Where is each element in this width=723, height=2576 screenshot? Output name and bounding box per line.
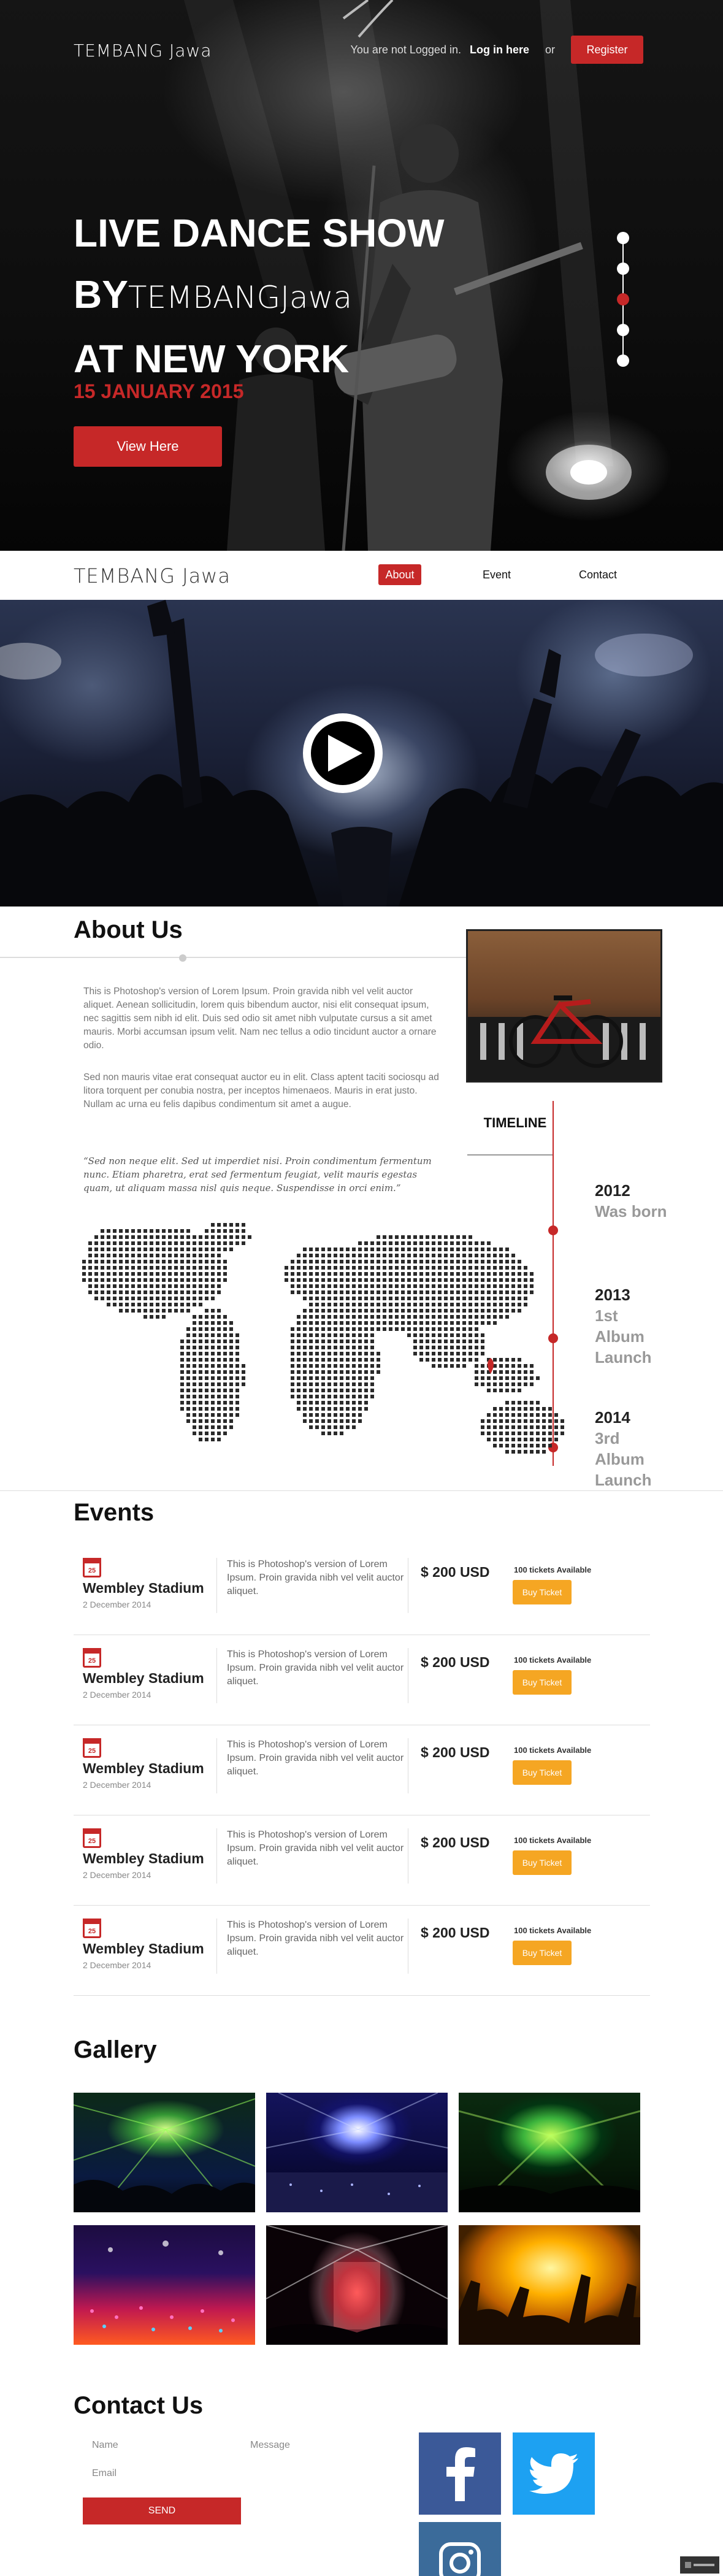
- facebook-icon: [442, 2446, 478, 2501]
- timeline-event: 1st Album Launch: [595, 1306, 652, 1367]
- view-here-button[interactable]: View Here: [74, 426, 222, 467]
- calendar-day: 25: [88, 1657, 96, 1665]
- auth-bar: [350, 36, 643, 64]
- gallery-title: Gallery: [74, 2036, 157, 2063]
- email-field[interactable]: Email: [92, 2468, 117, 2478]
- logo-main: TEMBANG: [74, 40, 164, 61]
- gallery-image-green-stage[interactable]: [459, 2093, 640, 2212]
- about-title: About Us: [74, 916, 183, 943]
- slider-dot-3[interactable]: [617, 293, 629, 305]
- tickets-available: 100 tickets Available: [514, 1655, 592, 1665]
- gallery-image-green-laser[interactable]: [74, 2093, 255, 2212]
- event-date: 2 December 2014: [83, 1960, 151, 1970]
- message-field[interactable]: Message: [250, 2440, 290, 2450]
- about-divider-dot: [179, 954, 186, 962]
- timeline-entry-2012: [595, 1180, 668, 1222]
- twitter-icon: [529, 2453, 578, 2494]
- site-watermark: [680, 2556, 719, 2574]
- buy-ticket-button[interactable]: Buy Ticket: [513, 1941, 572, 1965]
- event-description: This is Photoshop's version of Lorem Ipsum. Proin gravida nibh vel velit auctor aliquet.: [227, 1559, 404, 1597]
- tickets-available: 100 tickets Available: [514, 1565, 592, 1574]
- event-venue: Wembley Stadium: [83, 1850, 204, 1866]
- bicycle-photo: [466, 929, 662, 1083]
- name-field[interactable]: Name: [92, 2440, 118, 2450]
- event-description: This is Photoshop's version of Lorem Ipsum. Proin gravida nibh vel velit auctor aliquet.: [227, 1830, 404, 1867]
- calendar-icon: [83, 1919, 101, 1938]
- timeline-year: 2012: [595, 1181, 630, 1200]
- calendar-icon: [83, 1738, 101, 1758]
- watermark-logo-icon: [684, 2560, 716, 2570]
- login-link[interactable]: Log in here: [469, 43, 529, 56]
- hero-section: [0, 0, 723, 551]
- gallery-image-colorful-crowd[interactable]: [74, 2225, 255, 2345]
- event-price: $ 200 USD: [421, 1834, 490, 1850]
- event-date: 2 December 2014: [83, 1870, 151, 1880]
- event-price: $ 200 USD: [421, 1744, 490, 1760]
- play-icon: [328, 735, 362, 772]
- timeline-underline: [467, 1154, 553, 1156]
- site-logo[interactable]: [74, 40, 212, 61]
- not-logged-in-text: You are not Logged in.: [350, 43, 461, 56]
- tickets-available: 100 tickets Available: [514, 1836, 592, 1845]
- event-description: This is Photoshop's version of Lorem Ipsum. Proin gravida nibh vel velit auctor aliquet.: [227, 1920, 404, 1957]
- buy-ticket-button[interactable]: Buy Ticket: [513, 1580, 572, 1604]
- event-divider: [216, 1558, 217, 1613]
- navbar-logo[interactable]: [74, 564, 231, 588]
- tickets-available: 100 tickets Available: [514, 1746, 592, 1755]
- timeline-event: Was born: [595, 1202, 667, 1221]
- calendar-day: 25: [88, 1928, 96, 1935]
- event-venue: Wembley Stadium: [83, 1670, 204, 1686]
- calendar-day: 25: [88, 1747, 96, 1755]
- event-row: [74, 1636, 650, 1725]
- slider-dot-2[interactable]: [617, 263, 629, 275]
- timeline-title: TIMELINE: [483, 1115, 547, 1130]
- event-price: $ 200 USD: [421, 1564, 490, 1580]
- event-row: [74, 1816, 650, 1906]
- gallery-image-red-stage[interactable]: [266, 2225, 448, 2345]
- logo-main: TEMBANG: [74, 564, 175, 588]
- or-text: or: [545, 43, 555, 56]
- hero-line-3: AT NEW YORK: [74, 337, 350, 381]
- nav-contact[interactable]: Contact: [578, 568, 618, 581]
- buy-ticket-button[interactable]: Buy Ticket: [513, 1760, 572, 1785]
- gallery-image-yellow-concert[interactable]: [459, 2225, 640, 2345]
- event-divider: [216, 1828, 217, 1884]
- event-venue: Wembley Stadium: [83, 1941, 204, 1957]
- hero-date: 15 JANUARY 2015: [74, 380, 244, 402]
- play-video-button[interactable]: [303, 713, 383, 793]
- event-date: 2 December 2014: [83, 1690, 151, 1700]
- instagram-button[interactable]: [419, 2522, 501, 2576]
- nav-event[interactable]: Event: [482, 568, 511, 581]
- gallery-image-blue-stage[interactable]: [266, 2093, 448, 2212]
- about-paragraph-2: Sed non mauris vitae erat consequat auctor eu in elit. Class aptent taciti sociosqu ad litora torquent per conubia nostra, per inceptos himenaeos. Mauris in erat justo. Nullam ac urna eu felis dapibus condimentum sit amet a augue.: [83, 1072, 439, 1110]
- timeline-year: 2013: [595, 1286, 630, 1304]
- event-row: [74, 1546, 650, 1635]
- event-venue: Wembley Stadium: [83, 1580, 204, 1596]
- logo-sub: Jawa: [169, 40, 212, 61]
- slider-pagination: [617, 232, 629, 367]
- calendar-day: 25: [88, 1567, 96, 1574]
- hero-brand: TEMBANGJawa: [128, 280, 353, 315]
- register-button[interactable]: Register: [571, 36, 643, 64]
- buy-ticket-button[interactable]: Buy Ticket: [513, 1850, 572, 1875]
- twitter-button[interactable]: [513, 2432, 595, 2515]
- event-description: This is Photoshop's version of Lorem Ipsum. Proin gravida nibh vel velit auctor aliquet.: [227, 1649, 404, 1687]
- logo-sub: Jawa: [182, 564, 231, 588]
- about-divider: [0, 957, 466, 958]
- play-button-inner: [311, 721, 375, 785]
- event-row: [74, 1726, 650, 1815]
- event-divider: [216, 1648, 217, 1703]
- facebook-button[interactable]: [419, 2432, 501, 2515]
- instagram-icon: [438, 2542, 481, 2576]
- events-title: Events: [74, 1499, 155, 1526]
- calendar-icon: [83, 1648, 101, 1668]
- hero-by: BY: [74, 272, 128, 316]
- tickets-available: 100 tickets Available: [514, 1926, 592, 1935]
- slider-dot-5[interactable]: [617, 355, 629, 367]
- buy-ticket-button[interactable]: Buy Ticket: [513, 1670, 572, 1695]
- calendar-day: 25: [88, 1838, 96, 1845]
- about-quote: “Sed non neque elit. Sed ut imperdiet nisi. Proin condimentum fermentum nunc. Etiam pharetra, erat sed fermentum feugiat, velit mauris egestas quam, ut aliquam massa nisl quis neque. Suspendisse in orci enim.”: [83, 1156, 432, 1194]
- event-date: 2 December 2014: [83, 1780, 151, 1790]
- contact-title: Contact Us: [74, 2392, 204, 2419]
- main-navbar: [0, 551, 723, 600]
- dotted-world-map: [80, 1221, 583, 1472]
- event-date: 2 December 2014: [83, 1600, 151, 1609]
- events-top-divider: [0, 1490, 723, 1491]
- video-section: [0, 600, 723, 907]
- calendar-icon: [83, 1828, 101, 1848]
- timeline-entry-2014: [595, 1407, 668, 1490]
- calendar-icon: [83, 1558, 101, 1577]
- event-description: This is Photoshop's version of Lorem Ipsum. Proin gravida nibh vel velit auctor aliquet.: [227, 1739, 404, 1777]
- timeline-entry-2013: [595, 1284, 668, 1368]
- timeline-year: 2014: [595, 1408, 630, 1427]
- event-price: $ 200 USD: [421, 1654, 490, 1670]
- slider-dot-4[interactable]: [617, 324, 629, 336]
- event-divider: [216, 1919, 217, 1974]
- about-paragraph-1: This is Photoshop's version of Lorem Ipsum. Proin gravida nibh vel velit auctor aliquet. Aenean sollicitudin, lorem quis bibendum auctor, nisi elit consequat ipsum, nec sagittis sem nibh id elit. Duis sed odio sit amet nibh vulputate cursus a sit amet mauris. Morbi accumsan ipsum velit. Nam nec tellus a odio tincidunt auctor a ornare odio.: [83, 986, 437, 1051]
- event-divider: [216, 1738, 217, 1793]
- send-button[interactable]: SEND: [83, 2497, 241, 2524]
- event-venue: Wembley Stadium: [83, 1760, 204, 1776]
- event-price: $ 200 USD: [421, 1925, 490, 1941]
- hero-line-1: LIVE DANCE SHOW: [74, 211, 445, 255]
- nav-about[interactable]: About: [378, 564, 421, 585]
- hero-line-2: [74, 264, 444, 328]
- event-row: [74, 1906, 650, 1996]
- timeline-event: 3rd Album Launch: [595, 1429, 652, 1489]
- slider-dot-1[interactable]: [617, 232, 629, 244]
- hero-headline: [74, 202, 444, 389]
